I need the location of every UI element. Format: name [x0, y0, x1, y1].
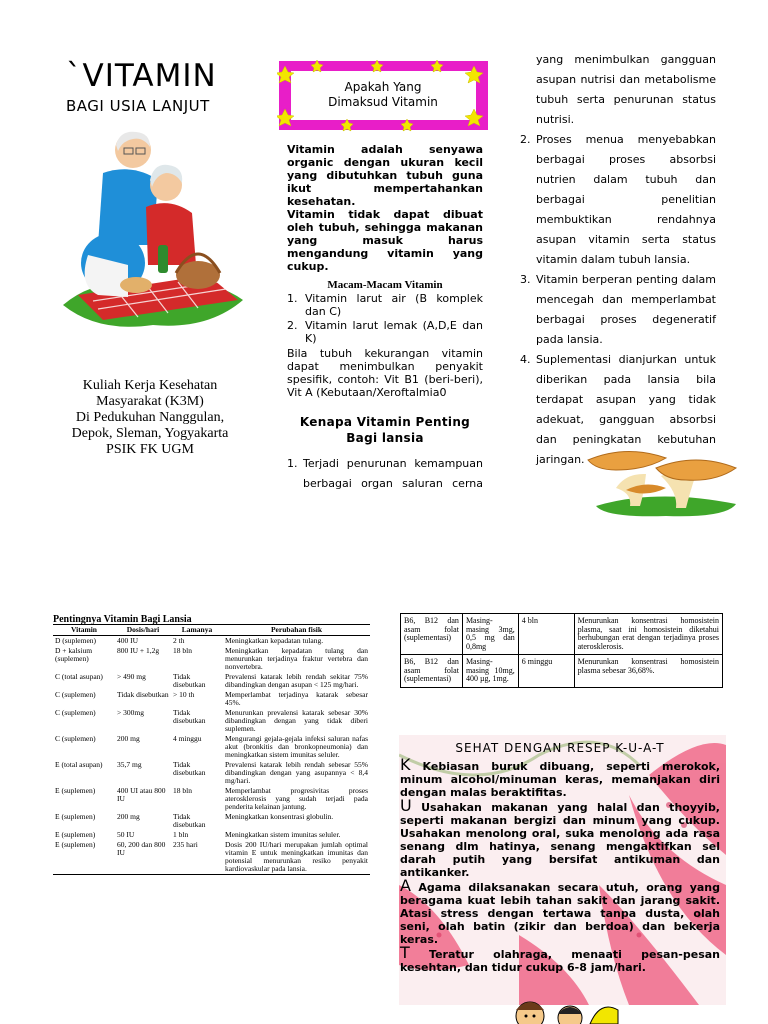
list-item	[287, 292, 483, 318]
table-cell: Memperlambat progresivitas proses aterosklerosis yang sudah terjadi pada penderita kelainan jantung.	[225, 786, 368, 811]
brochure-subtitle: BAGI USIA LANJUT	[66, 97, 210, 115]
column-header: Lamanya	[171, 625, 223, 636]
table-cell: 800 IU + 1,2g	[117, 646, 160, 655]
table-row	[53, 646, 370, 672]
credit-line: Depok, Sleman, Yogyakarta	[71, 426, 229, 441]
table-cell: 35,7 mg	[117, 760, 142, 769]
table-row	[401, 655, 723, 688]
cartoon-children-illustration	[500, 990, 620, 1024]
table-cell: 2 th	[173, 636, 185, 645]
column-header: Dosis/hari	[115, 625, 171, 636]
table-cell: Memperlambat terjadinya katarak sebesar 45%.	[225, 690, 368, 707]
table-cell: B6, B12 dan asam folat (suplementasi)	[401, 655, 463, 688]
kuat-text: Teratur olahraga, menaati pesan-pesan kesehtan, dan tidur cukup 6-8 jam/hari.	[400, 948, 720, 974]
definition-block	[287, 143, 483, 273]
kuat-letter: A	[400, 876, 411, 895]
credit-line: PSIK FK UGM	[106, 442, 194, 457]
heading-line: Bagi lansia	[346, 431, 424, 445]
table-row	[53, 672, 370, 690]
credit-line: Di Pedukuhan Nanggulan,	[75, 410, 225, 425]
kuat-letter: T	[400, 943, 410, 962]
table-title: Pentingnya Vitamin Bagi Lansia	[53, 614, 192, 625]
table-cell: Prevalensi katarak lebih rendah sekitar 75% dibandingkan dengan asupan < 125 mg/hari.	[225, 672, 368, 689]
table-row	[53, 690, 370, 708]
credits-block	[40, 378, 260, 458]
table-row	[53, 812, 370, 830]
kuat-tips-block	[400, 742, 720, 974]
types-heading: Macam-Macam Vitamin	[327, 279, 443, 291]
list-text: yang menimbulkan gangguan asupan nutrisi dan metabolisme tubuh serta penurunan status nutrisi.	[536, 53, 716, 126]
table-row	[53, 734, 370, 760]
table-cell: E (suplemen)	[55, 812, 96, 821]
kuat-item	[400, 876, 720, 946]
table-cell: Meningkatkan konsentrasi globulin.	[225, 812, 334, 821]
definition-paragraph: Vitamin adalah senyawa organic dengan ukuran kecil yang dibutuhkan tubuh guna ikut mempertahankan kesehatan.	[287, 143, 483, 208]
table-cell: 200 mg	[117, 734, 140, 743]
table-cell: > 10 th	[173, 690, 195, 699]
column-header: Vitamin	[53, 625, 115, 636]
table-cell: Menurunkan prevalensi katarak sebesar 30% dibandingkan dengan yang tidak diberi suplemen.	[225, 708, 368, 733]
table-cell: > 490 mg	[117, 672, 146, 681]
types-note: Bila tubuh kekurangan vitamin dapat menimbulkan penyakit spesifik, contoh: Vit B1 (beri-beri), Vit A (Kebutaan/Xeroftalmia0	[287, 347, 483, 399]
elderly-couple-illustration	[58, 125, 248, 335]
vitamin-table-continued	[400, 613, 723, 688]
table-cell: Tidak disebutkan	[173, 672, 206, 689]
kuat-letter: U	[400, 796, 412, 815]
kuat-item	[400, 755, 720, 799]
table-cell: E (suplemen)	[55, 786, 96, 795]
table-cell: C (suplemen)	[55, 734, 96, 743]
mushroom-illustration	[586, 448, 738, 518]
table-row	[53, 760, 370, 786]
list-text: Suplementasi dianjurkan untuk diberikan pada lansia bila terdapat asupan yang tidak adekuat, gangguan absorbsi dan peningkatan kebutuhan jaringan.	[536, 353, 716, 466]
table-cell: 4 minggu	[173, 734, 202, 743]
brochure-title: `VITAMIN	[66, 58, 217, 94]
heading-line: Apakah Yang	[344, 80, 422, 94]
why-list-start	[287, 454, 483, 494]
table-cell: 60, 200 dan 800 IU	[115, 840, 171, 875]
table-cell: > 300mg	[117, 708, 144, 717]
list-number: 2.	[520, 133, 531, 146]
table-cell: 200 mg	[117, 812, 140, 821]
table-cell: Meningkatkan kepadatan tulang dan menurunkan terjadinya fraktur vertebra dan nonvertebra.	[225, 646, 368, 671]
list-number: 1.	[287, 292, 298, 305]
kuat-text: Kebiasan buruk dibuang, seperti merokok, minum alcohol/minuman keras, memanjakan diri dengan malas beraktifitas.	[400, 760, 720, 799]
table-cell: Tidak disebutkan	[173, 812, 206, 829]
credit-line: Kuliah Kerja Kesehatan	[82, 378, 218, 393]
credit-line: Masyarakat (K3M)	[96, 394, 204, 409]
table-cell: Tidak disebutkan	[173, 708, 206, 725]
list-number: 2.	[287, 319, 298, 332]
kuat-item	[400, 796, 720, 879]
table-cell: 235 hari	[171, 840, 223, 875]
table-cell: Prevalensi katarak lebih rendah sebesar 55% dibandingkan dengan yang asupannya < 8,4 mg/hari.	[225, 760, 368, 785]
table-cell: Tidak disebutkan	[117, 690, 169, 699]
table-cell: E (total asupan)	[55, 760, 103, 769]
table-cell: C (suplemen)	[55, 690, 96, 699]
types-list	[287, 292, 483, 346]
table-cell: Masing-masing 10mg, 400 µg, 1mg.	[462, 655, 518, 688]
list-number: 1.	[287, 457, 298, 470]
table-cell: Menurunkan konsentrasi homosistein plasma, saat ini homosistein diketahui berhubungan erat dengan terjadinya proses aterosklerosis.	[574, 614, 722, 655]
table-cell: Meningkatkan sistem imunitas seluler.	[225, 830, 341, 839]
kuat-title: SEHAT DENGAN RESEP K-U-A-T	[455, 741, 665, 755]
table-row	[53, 830, 370, 840]
kuat-item	[400, 943, 720, 974]
column-header: Perubahan fisik	[223, 625, 370, 636]
table-cell: 18 bln	[173, 646, 192, 655]
table-cell: 400 IU	[117, 636, 139, 645]
table-cell: D (suplemen)	[55, 636, 97, 645]
kuat-text: Usahakan makanan yang halal dan thoyyib, seperti makanan bergizi dan minum yang cukup. Usahakan menolong oral, suka menolong ada rasa senang dlm hatinya, senang mengaktifkan sel darah putih yang bersifat antikuman dan antikanker.	[400, 801, 720, 879]
heading-line: Dimaksud Vitamin	[328, 95, 438, 109]
table-cell: Menurunkan konsentrasi homosistein plasma sebesar 36,68%.	[574, 655, 722, 688]
table-cell: Tidak disebutkan	[173, 760, 206, 777]
table-cell: 6 minggu	[518, 655, 574, 688]
table-row	[53, 636, 370, 647]
list-item	[287, 454, 483, 494]
table-cell: B6, B12 dan asam folat (suplementasi)	[401, 614, 463, 655]
list-text: Vitamin berperan penting dalam mencegah dan memperlambat berbagai proses degeneratif pada lansia.	[536, 273, 716, 346]
table-row	[53, 708, 370, 734]
table-cell: E (suplemen)	[55, 830, 96, 839]
table-cell: 400 UI atau 800 IU	[117, 786, 166, 803]
table-cell: C (suplemen)	[55, 708, 96, 717]
table-cell: Masing-masing 3mg, 0,5 mg dan 0,8mg	[462, 614, 518, 655]
definition-paragraph: Vitamin tidak dapat dibuat oleh tubuh, sehingga makanan yang masuk harus mengandung vitamin yang cukup.	[287, 208, 483, 273]
table-cell: Dosis 200 IU/hari merupakan jumlah optimal vitamin E untuk meningkatkan imunitas dan potensial menurunkan resiko penyakit kardiovaskular pada lansia.	[225, 840, 368, 873]
list-text: Proses menua menyebabkan berbagai proses absorbsi nutrien dalam tubuh dan berbagai penelitian membuktikan rendahnya asupan vitamin serta status vitamin dalam tubuh lansia.	[536, 133, 716, 266]
table-cell: E (suplemen)	[53, 840, 115, 875]
table-row	[53, 840, 370, 875]
table-cell: 1 bln	[173, 830, 189, 839]
list-text: Vitamin larut lemak (A,D,E dan K)	[305, 319, 483, 345]
why-list-continued	[520, 50, 716, 470]
table-header-row	[53, 625, 370, 636]
section-heading	[290, 80, 476, 110]
list-item	[287, 319, 483, 345]
table-cell: C (total asupan)	[55, 672, 103, 681]
table-cell: Mengurangi gejala-gejala infeksi saluran nafas akut (bronkitis dan bronkopneumonia) dan meningkatkan sistem imunitas seluler.	[225, 734, 368, 759]
table-cell: D + kalsium (suplemen)	[55, 646, 93, 663]
list-text: Terjadi penurunan kemampuan berbagai organ saluran cerna	[303, 457, 483, 490]
table-cell: 50 IU	[117, 830, 135, 839]
table-cell: 4 bln	[518, 614, 574, 655]
table-row	[53, 786, 370, 812]
vitamin-table	[53, 624, 370, 875]
kuat-text: Agama dilaksanakan secara utuh, orang yang beragama kuat lebih tahan sakit dan jarang sakit. Atasi stress dengan tertawa tanpa dusta, olah seni, olah batin (zikir dan berdoa) dan bekerja keras.	[400, 881, 720, 946]
kuat-letter: K	[400, 755, 411, 774]
list-item	[520, 50, 716, 130]
list-number: 4.	[520, 353, 531, 366]
list-text: Vitamin larut air (B komplek dan C)	[305, 292, 483, 318]
why-heading	[287, 414, 483, 446]
list-item	[520, 270, 716, 350]
list-item	[520, 130, 716, 270]
table-cell: Meningkatkan kepadatan tulang.	[225, 636, 324, 645]
table-cell: 18 bln	[173, 786, 192, 795]
heading-line: Kenapa Vitamin Penting	[299, 415, 471, 429]
list-number: 3.	[520, 273, 531, 286]
table-row	[401, 614, 723, 655]
